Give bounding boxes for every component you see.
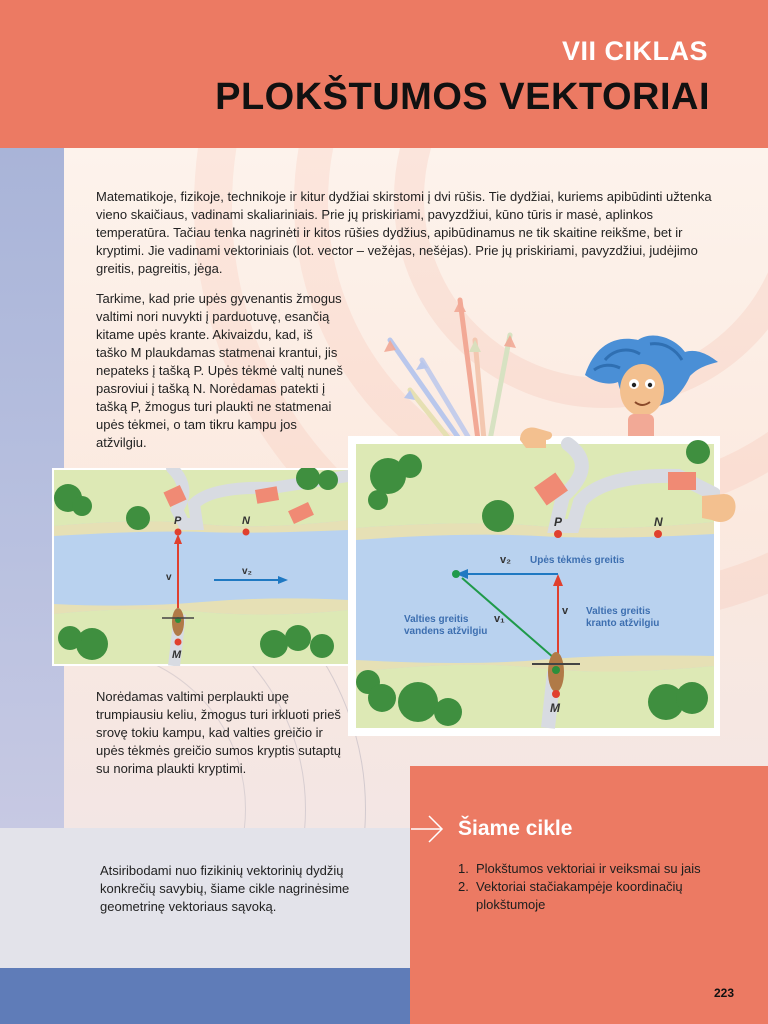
bottom-blue-band: [0, 968, 410, 1024]
boat-shore-speed-label-1: Valties greitis: [586, 606, 651, 617]
boat-water-speed-label-1: Valties greitis: [404, 614, 469, 625]
boat-water-speed-label-2: vandens atžvilgiu: [404, 626, 488, 637]
vector-v-label: v: [562, 605, 569, 617]
point-m-label: M: [550, 701, 560, 715]
vector-v2-label: v₂: [242, 566, 253, 577]
point-m-marker: [552, 690, 560, 698]
point-p-label: P: [174, 515, 182, 527]
point-m-marker: [175, 639, 182, 646]
hand-right-illustration: [700, 490, 740, 530]
header-banner: [0, 0, 768, 148]
hand-left-illustration: [516, 420, 556, 450]
page-number: 223: [713, 986, 734, 1000]
point-m-label: M: [172, 649, 182, 661]
contents-item-number: 2.: [458, 879, 469, 894]
boat-shore-speed-label-2: kranto atžvilgiu: [586, 618, 660, 629]
vector-v2-label: v₂: [500, 554, 512, 566]
point-p-label: P: [554, 515, 563, 529]
contents-item-text: Vektoriai stačiakampėje koordinačių plokštumoje: [476, 879, 683, 912]
crossing-paragraph: Norėdamas valtimi perplaukti upę trumpiausiu keliu, žmogus turi irkluoti prieš srovę tokiu kampu, kad valties greičio ir upės tėkmės greičio sumos kryptis sutaptų su norima plaukti kryptimi.: [96, 689, 341, 776]
contents-item-number: 1.: [458, 861, 469, 876]
character-illustration: [585, 336, 718, 444]
page-title: PLOKŠTUMOS VEKTORIAI: [215, 76, 710, 118]
chevron-right-icon: [411, 812, 445, 846]
contents-list: [458, 860, 738, 914]
river-figure-large: [348, 436, 720, 736]
contents-item: [458, 878, 738, 914]
decorative-arrows-illustration: [380, 290, 768, 450]
vector-v-label: v: [166, 572, 172, 583]
point-n-label: N: [242, 515, 250, 527]
contents-item-text: Plokštumos vektoriai ir veiksmai su jais: [476, 861, 701, 876]
vector-v1-label: v₁: [494, 613, 505, 625]
intro-paragraph: Matematikoje, fizikoje, technikoje ir kitur dydžiai skirstomi į dvi rūšis. Tie dydžiai, kuriems apibūdinti užtenka vieno skaičiaus, vadinami skaliariniais. Prie jų priskiriami, pavyzdžiui, kūno tūris ir masė, aplinkos temperatūra. Tačiau tenka nagrinėti ir kitos rūšies dydžius, apibūdinamus ne tik skaitine reikšme, bet ir kryptimi. Jie vadinami vektoriniais (lot. vector – vežėjas, nešėjas). Prie jų priskiriami, pavyzdžiui, judėjimo greitis, pagreitis, jėga.: [96, 189, 712, 276]
contents-item: [458, 860, 738, 878]
point-n-label: N: [654, 515, 663, 529]
contents-title: Šiame cikle: [458, 817, 573, 840]
point-n-marker: [654, 530, 662, 538]
flow-speed-label: Upės tėkmės greitis: [530, 555, 625, 566]
physics-note-paragraph: Atsiribodami nuo fizikinių vektorinių dydžių konkrečių savybių, šiame cikle nagrinėsime geometrinę vektoriaus sąvoką.: [100, 863, 350, 914]
river-figure-small: [52, 468, 350, 666]
cycle-label: VII CIKLAS: [561, 36, 708, 66]
point-n-marker: [243, 529, 250, 536]
story-paragraph: Tarkime, kad prie upės gyvenantis žmogus valtimi nori nuvykti į parduotuvę, esančią kitame upės krante. Akivaizdu, kad, iš taško M plaukdamas statmenai krantui, jis nepateks į tašką P. Upės tėkmė valtį nuneš pasroviui į tašką N. Norėdamas patekti į tašką P, žmogus turi plaukti ne statmenai upės tėkmei, o tam tikru kampu jos atžvilgiu.: [96, 291, 343, 450]
point-p-marker: [554, 530, 562, 538]
